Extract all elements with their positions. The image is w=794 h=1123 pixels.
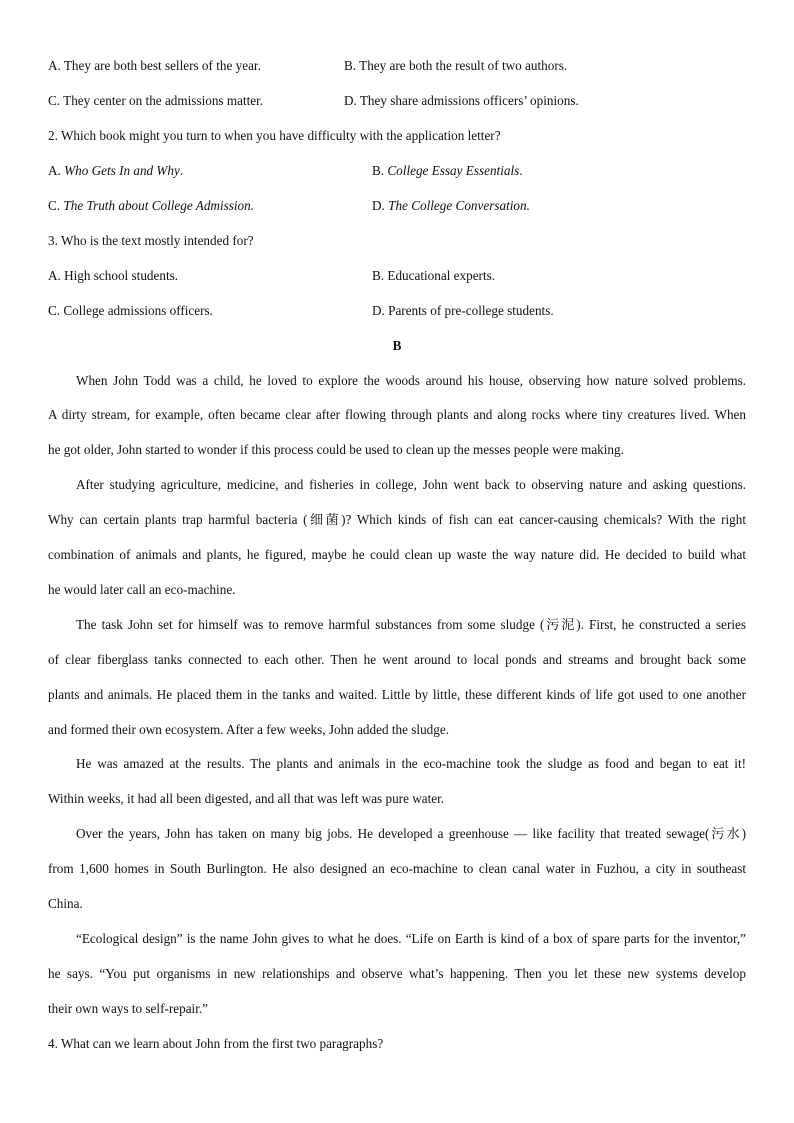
passage-line: their own ways to self-repair.”: [48, 1001, 209, 1016]
passage-line: combination of animals and plants, he figured, maybe he could clean up waste the way nature did. He decided to build what: [48, 547, 746, 562]
q2-option-b: B. College Essay Essentials.: [372, 163, 523, 178]
book-title: Who Gets In and Why: [64, 163, 180, 178]
passage-line: Why can certain plants trap harmful bacteria (细菌)? Which kinds of fish can eat cancer-causing chemicals? With the right: [48, 512, 746, 527]
passage-line: of clear fiberglass tanks connected to each other. Then he went around to local ponds and streams and brought back some: [48, 652, 746, 667]
q3-stem: 3. Who is the text mostly intended for?: [48, 233, 254, 248]
passage-line: After studying agriculture, medicine, and fisheries in college, John went back to observing nature and asking questions.: [76, 477, 746, 492]
q3-option-a: A. High school students.: [48, 268, 179, 283]
q3-option-c: C. College admissions officers.: [48, 303, 213, 318]
q3-option-b: B. Educational experts.: [372, 268, 496, 283]
q2-option-c: C. The Truth about College Admission.: [48, 198, 255, 213]
passage-line: He was amazed at the results. The plants and animals in the eco-machine took the sludge as food and began to eat it!: [76, 756, 746, 771]
book-title: The Truth about College Admission.: [63, 198, 255, 213]
q3-option-d: D. Parents of pre-college students.: [372, 303, 554, 318]
q4-stem: 4. What can we learn about John from the first two paragraphs?: [48, 1036, 384, 1051]
passage-line: Over the years, John has taken on many big jobs. He developed a greenhouse — like facility that treated sewage(污水): [76, 826, 746, 841]
q1-option-a: A. They are both best sellers of the year.: [48, 58, 261, 73]
book-title: College Essay Essentials: [387, 163, 520, 178]
passage-line: he got older, John started to wonder if this process could be used to clean up the messes people were making.: [48, 442, 624, 457]
section-heading: B: [392, 338, 402, 353]
q1-option-c: C. They center on the admissions matter.: [48, 93, 264, 108]
q2-option-d: D. The College Conversation.: [372, 198, 530, 213]
passage-line: plants and animals. He placed them in the tanks and waited. Little by little, these different kinds of life got used to one another: [48, 687, 746, 702]
q1-option-b: B. They are both the result of two authors.: [344, 58, 568, 73]
passage-line: he would later call an eco-machine.: [48, 582, 236, 597]
passage-line: “Ecological design” is the name John gives to what he does. “Life on Earth is kind of a box of spare parts for the inventor,”: [76, 931, 746, 946]
passage-line: When John Todd was a child, he loved to explore the woods around his house, observing how nature solved problems.: [76, 373, 746, 388]
passage-line: from 1,600 homes in South Burlington. He also designed an eco-machine to clean canal water in Fuzhou, a city in southeast: [48, 861, 746, 876]
passage-line: and formed their own ecosystem. After a few weeks, John added the sludge.: [48, 722, 450, 737]
passage-line: he says. “You put organisms in new relationships and observe what’s happening. Then you let these new systems develop: [48, 966, 746, 981]
passage-line: The task John set for himself was to remove harmful substances from some sludge (污泥). First, he constructed a series: [76, 617, 746, 632]
passage-line: A dirty stream, for example, often became clear after flowing through plants and along rocks where tiny creatures lived. When: [48, 407, 746, 422]
book-title: The College Conversation.: [388, 198, 530, 213]
q2-stem: 2. Which book might you turn to when you have difficulty with the application letter?: [48, 128, 501, 143]
q2-option-a: A. Who Gets In and Why.: [48, 163, 184, 178]
q1-option-d: D. They share admissions officers’ opinions.: [344, 93, 579, 108]
passage-line: Within weeks, it had all been digested, and all that was left was pure water.: [48, 791, 445, 806]
passage-line: China.: [48, 896, 83, 911]
